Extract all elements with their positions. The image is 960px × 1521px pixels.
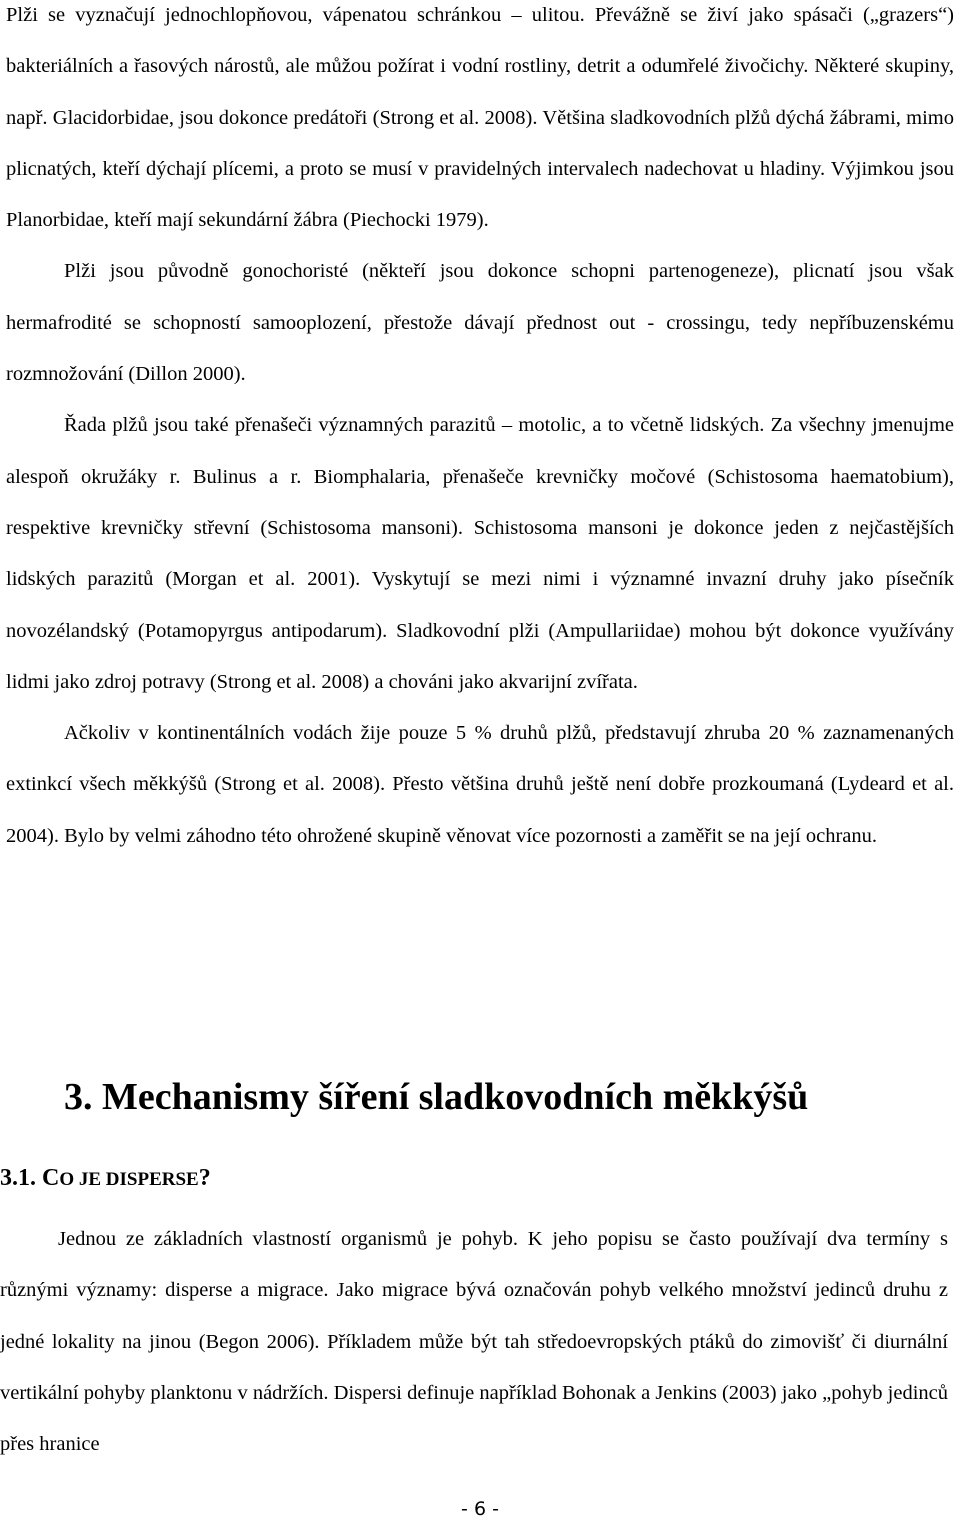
paragraph-gastropod-shell: Plži se vyznačují jednochlopňovou, vápenatou schránkou – ulitou. Převážně se živí jako spásači („grazers“) bakteriálních a řasových nárostů, ale můžou požírat i vodní rostliny, detrit a odumřelé živočichy. Některé skupiny, např. Glacidorbidae, jsou dokonce predátoři (Strong et al. 2008). Většina sladkovodních plžů dýchá žábrami, mimo plicnatých, kteří dýchají plícemi, a proto se musí v pravidelných intervalech nadechovat u hladiny. Výjimkou jsou Planorbidae, kteří mají sekundární žábra (Piechocki 1979). <box>6 4 954 232</box>
section-heading <box>0 1163 211 1195</box>
body-text-bottom <box>0 1214 948 1470</box>
body-text-top <box>6 0 954 862</box>
chapter-heading: 3. Mechanismy šíření sladkovodních měkkýšů <box>64 1076 809 1118</box>
paragraph-reproduction: Plži jsou původně gonochoristé (někteří jsou dokonce schopni partenogeneze), plicnatí jsou však hermafrodité se schopností samooplození, přestože dávají přednost out - crossingu, tedy nepříbuzenskému rozmnožování (Dillon 2000). <box>6 260 954 386</box>
paragraph-extinctions: Ačkoliv v kontinentálních vodách žije pouze 5 % druhů plžů, představují zhruba 20 % zaznamenaných extinkcí všech měkkýšů (Strong et al. 2008). Přesto většina druhů ještě není dobře prozkoumaná (Lydeard et al. 2004). Bylo by velmi záhodno této ohrožené skupině věnovat více pozornosti a zaměřit se na její ochranu. <box>6 722 954 847</box>
section-heading-end: ? <box>198 1165 211 1191</box>
section-heading-number: 3.1. C <box>0 1165 60 1191</box>
document-page <box>6 0 954 862</box>
paragraph-dispersal-definition: Jednou ze základních vlastností organismů je pohyb. K jeho popisu se často používají dva termíny s různými významy: disperse a migrace. Jako migrace bývá označován pohyb velkého množství jedinců druhu z jedné lokality na jinou (Begon 2006). Příkladem může být tah středoevropských ptáků do zimovišť či diurnální vertikální pohyby planktonu v nádržích. Dispersi definuje například Bohonak a Jenkins (2003) jako „pohyb jedinců přes hranice <box>0 1228 948 1456</box>
paragraph-parasites: Řada plžů jsou také přenašeči významných parazitů – motolic, a to včetně lidských. Za všechny jmenujme alespoň okružáky r. Bulinus a r. Biomphalaria, přenašeče krevničky močové (Schistosoma haematobium), respektive krevničky střevní (Schistosoma mansoni). Schistosoma mansoni je dokonce jeden z nejčastějších lidských parazitů (Morgan et al. 2001). Vyskytují se mezi nimi i významné invazní druhy jako písečník novozélandský (Potamopyrgus antipodarum). Sladkovodní plži (Ampullariidae) mohou být dokonce využívány lidmi jako zdroj potravy (Strong et al. 2008) a chováni jako akvarijní zvířata. <box>6 414 954 693</box>
section-heading-title: O JE DISPERSE <box>59 1169 199 1190</box>
page-number: - 6 - <box>461 1498 499 1520</box>
